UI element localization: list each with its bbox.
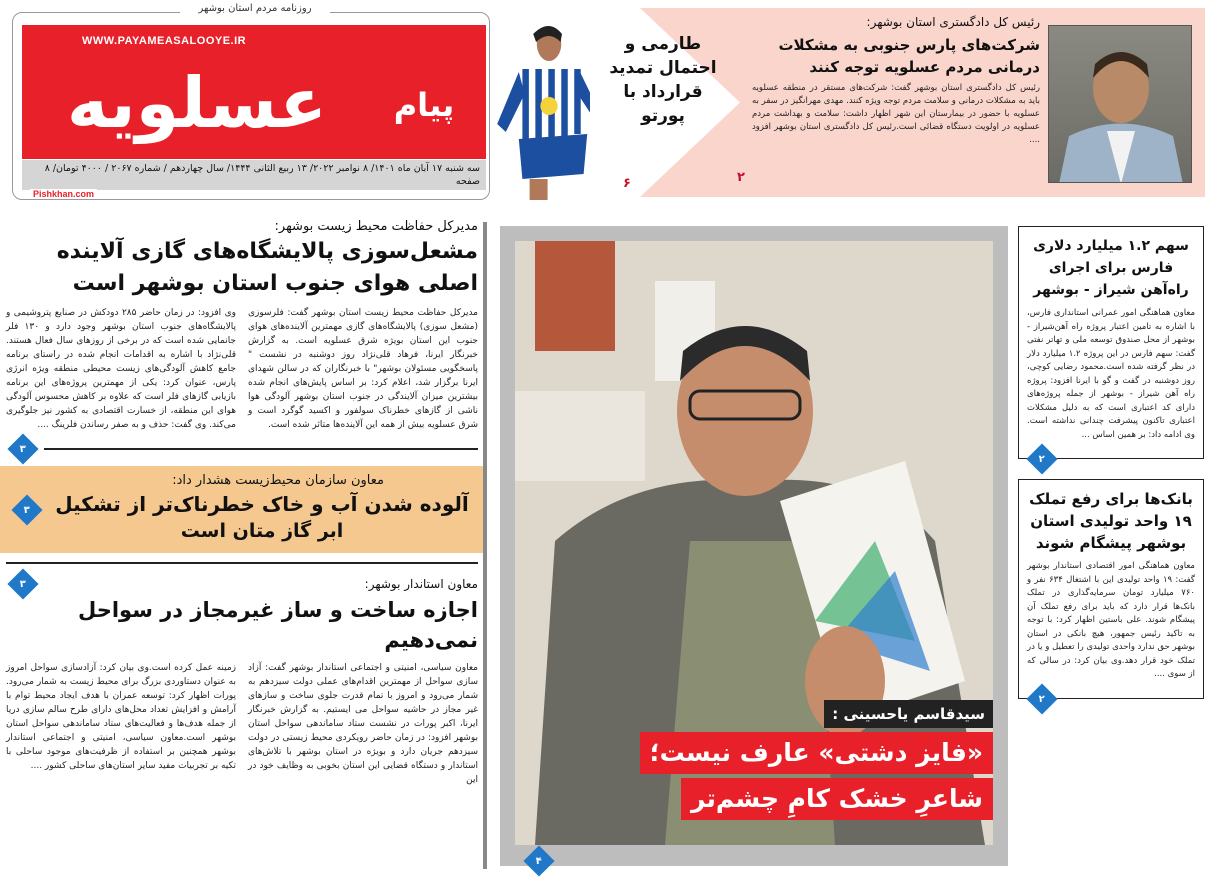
banks-headline[interactable]: بانک‌ها برای رفع تملک ۱۹ واحد تولیدی استان بوشهر پیشگام شوند [1029,490,1193,552]
page-badge [7,433,38,464]
page-number: ۴ [535,855,543,867]
rail-body: معاون هماهنگی امور عمرانی استانداری فارس، با اشاره به تامین اعتبار پروژه راه آهن‌شیراز - بوشهر از محل صندوق توسعه ملی و تهاتر نفتی گفت: سهم فارس در این پروژه ۱.۲ میلیارد دلار در نظر گرفته شده است.محمود رضایی کوچی، روز دوشنبه در گفت و گو با ایرنا افزود: پروژه راه آهن شیراز - بوشهر از جمله پروژه‌های دارای کد اعتباری است که به دلیل مشکلات اعتباری تاکنون پیشرفت چندانی نداشته است. وی ادامه داد: بر همین اساس ... [1027,308,1195,440]
page-badge [1026,683,1057,714]
rail-story-box[interactable] [1018,226,1204,465]
page-number: ۳ [19,443,27,455]
watermark: Pishkhan.com [30,189,97,199]
top-story-text [752,14,1040,147]
divider [6,557,478,569]
feature-caption [515,700,993,820]
flaring-kicker: مدیرکل حفاظت محیط زیست بوشهر: [274,219,478,234]
coast-body [6,661,478,787]
newspaper-logo-prefix: پیام [393,86,455,124]
newspaper-logo: عسلویه [66,62,328,144]
top-story-headline[interactable]: شرکت‌های پارس جنوبی به مشکلات درمانی مردم عسلویه توجه کنند [778,36,1040,76]
right-column [1018,226,1204,704]
judge-portrait-photo [1048,25,1192,183]
water-headline-line2[interactable]: ابر گاز متان است [180,520,344,542]
flaring-body-right: مدیرکل حفاظت محیط زیست استان بوشهر گفت: فلرسوزی (مشعل سوزی) پالایشگاه‌های گازی مهمترین آلاینده‌های هوای جنوب این استان بویژه شرق عسلویه است. به گزارش خبرنگار ایرنا، فرهاد قلی‌نژاد روز دوشنبه در نشست " پاسخگویی مسئولان بوشهر" با خبرنگاران که در سالن شهدای ایرنا برگزار شد، اعلام کرد: بر اساس پایش‌های انجام شده بیشترین میزان آلایندگی در جنوب استان بوشهر آلودگی هوا ناشی از گازهای خطرناک سولفور و اکسید گوگرد است و شرق عسلویه بیش از همه این آلاینده‌ها متاثر شده است. [248,308,478,430]
water-story-panel[interactable] [0,466,484,553]
masthead-tagline: روزنامه مردم استان بوشهر [180,3,330,14]
website-url[interactable]: WWW.PAYAMEASALOOYE.IR [82,35,247,47]
sport-teaser-headline[interactable]: طارمی و احتمال تمدید قرارداد با پورتو [609,34,717,126]
left-column [6,218,478,787]
coast-headline[interactable]: اجازه ساخت و ساز غیرمجاز در سواحل نمی‌دهیم [77,598,478,652]
footballer-photo [490,14,598,200]
top-story-body: رئیس کل دادگستری استان بوشهر گفت: شرکت‌های مستقر در منطقه عسلویه باید به مشکلات درمانی و سلامت مردم توجه ویژه کنند. مهدی مهرانگیز در سفر به عسلویه با حضور در بیمارستان این شهر اظهار داشت: سلامت و بهداشت مردم عسلویه در اولویت دستگاه قضائی است.رئیس کل دادگستری استان بوشهر افزود .... [752,83,1040,145]
coast-kicker: معاون استاندار بوشهر: [364,577,478,591]
page-number: ۲ [1038,692,1046,704]
water-kicker: معاون سازمان محیط‌زیست هشدار داد: [172,473,384,488]
coast-body-right: معاون سیاسی، امنیتی و اجتماعی استاندار بوشهر گفت: آزاد سازی سواحل از مهمترین اقدام‌های عملی دولت سیزدهم به شمار می‌رود و امروز با تمام قدرت جلوی ساخت و سازهای غیر مجاز در حاشیه سواحل می ایستیم. به گزارش خبرنگار ایرنا، اکبر پورات در نشست ستاد ساماندهی سواحل استان بوشهر افزود: در زمان حاضر رویکردی محیط زیستی در دولت سیزدهم جریان دارد و بویژه در استان بوشهر با تلاش‌های استاندار و دستگاه قضایی این استان بخوبی به وظایف خود در این [248,663,478,785]
flaring-body [6,306,478,432]
divider-line [6,562,478,564]
banks-story-box[interactable] [1018,479,1204,704]
feature-headline-line2[interactable]: شاعرِ خشک کامِ چشم‌تر [681,778,993,820]
issue-dateline: سه شنبه ۱۷ آبان ماه ۱۴۰۱/ ۸ نوامبر ۲۰۲۲/ ۱۳ ربیع الثانی ۱۴۴۴/ سال چهاردهم / شماره ۲۰۶۷ / ۴۰۰۰ تومان/ ۸ صفحه [22,160,486,190]
flaring-body-left: وی افزود: در زمان حاضر ۲۸۵ دودکش در صنایع پتروشیمی و پالایشگاه‌های جنوب استان بوشهر وجود دارد و ۱۳۰ فلر جانمایی شده است که در برخی از روزهای سال فعال هستند. قلی‌نژاد با اشاره به اقدامات انجام شده در راستای برنامه جامع کاهش آلودگی‌های زیست محیطی منطقه ویژه انرژی پارس، عنوان کرد: یکی از مهمترین پروژه‌های این برنامه بازیابی گازهای فلر است که علاوه بر کاهش محسوس آلودگی هوای این منطقه، از خسارت اقتصادی به کشور نیز جلوگیری می‌کند. وی گفت: حذف و به صفر رساندن فلرینگ .... [6,308,237,430]
page-number: ۲ [1038,453,1046,465]
top-story-page: ۲ [737,170,745,185]
sport-teaser-page: ۶ [623,176,631,191]
top-story-kicker: رئیس کل دادگستری استان بوشهر: [866,15,1040,29]
water-headline-line1[interactable]: آلوده شدن آب و خاک خطرناک‌تر از تشکیل [55,492,469,516]
coast-body-left: زمینه عمل کرده است.وی بیان کرد: آزادسازی سواحل امروز به عنوان دستاوردی بزرگ برای محیط زیست به شمار می‌رود. پورات اظهار کرد: توسعه عمران با هدف ایجاد محیط توام با آرامش و افزایش تعداد محل‌های دارای طرح سالم سازی دریا از جمله هدف‌ها و فعالیت‌های ستاد ساماندهی سواحل استان بوشهر است.معاون سیاسی، امنیتی و اجتماعی استاندار بوشهر همچنین بر استفاده از ظرفیت‌های موجود ساحلی با تکیه بر تجربیات مفید سایر استان‌های ساحلی کشور .... [6,663,236,771]
page-number: ۳ [23,503,31,515]
divider [6,436,478,462]
coast-kicker-row [6,573,478,595]
page-badge [11,494,42,525]
column-separator [483,222,487,869]
page-number: ۳ [19,578,27,590]
banks-body: معاون هماهنگی امور اقتصادی استاندار بوشهر گفت: ۱۹ واحد تولیدی این با اشتغال ۶۳۴ نفر و ۷۶۰ میلیارد تومان سرمایه‌گذاری در تملک بانک‌ها قرار دارد که باید برای رفع تملک آن پیشگام شوند. علی باستین اظهار کرد: با توجه به تاکید رئیس جمهور، هیچ بانکی در استان بوشهر حق ندارد واحدی تولیدی را تعطیل و یا در تملک خود قرار دهد.وی بیان کرد: در سالی که از سوی .... [1027,561,1195,679]
page-badge [1026,443,1057,474]
divider-line [44,448,478,450]
flaring-headline[interactable]: مشعل‌سوزی پالایشگاه‌های گازی آلاینده اصلی هوای جنوب استان بوشهر است [56,239,478,296]
feature-headline-line1[interactable]: «فایز دشتی» عارف نیست؛ [640,732,993,774]
feature-kicker: سیدقاسم یاحسینی : [824,700,993,728]
masthead-banner[interactable] [22,25,486,159]
rail-headline[interactable]: سهم ۱.۲ میلیارد دلاری فارس برای اجرای راه‌آهن شیراز - بوشهر [1033,238,1189,298]
